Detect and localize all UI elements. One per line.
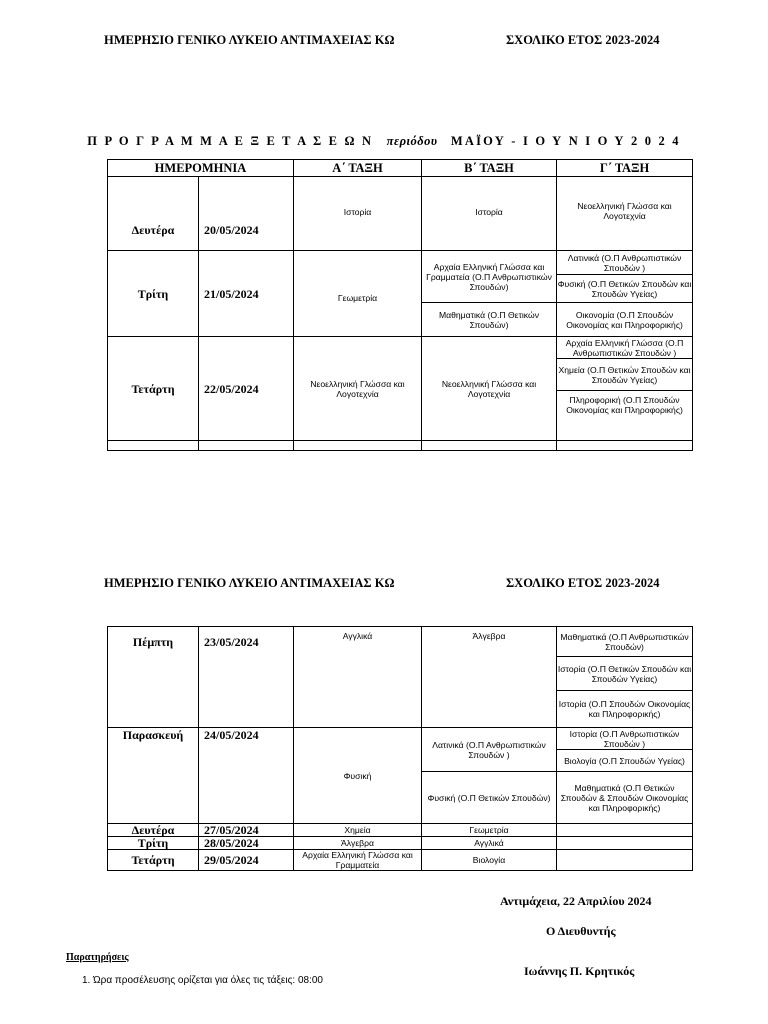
class-a-exam: Γεωμετρία bbox=[294, 251, 422, 337]
day-cell: Παρασκευή bbox=[108, 728, 199, 824]
class-g-exam: Αρχαία Ελληνική Γλώσσα (Ο.Π Ανθρωπιστικών Σπουδών ) bbox=[557, 337, 693, 359]
day-cell: Τετάρτη bbox=[108, 850, 199, 871]
class-g-exam: Λατινικά (Ο.Π Ανθρωπιστικών Σπουδών ) bbox=[557, 251, 693, 275]
empty-cell bbox=[108, 441, 199, 451]
class-b-exam: Μαθηματικά (Ο.Π Θετικών Σπουδών) bbox=[422, 303, 557, 337]
title-period: ΜΑΪΟΥ - Ι Ο Υ Ν Ι Ο Υ 2 0 2 4 bbox=[450, 134, 681, 148]
class-b-exam: Βιολογία bbox=[422, 850, 557, 871]
date-cell: 24/05/2024 bbox=[199, 728, 294, 824]
note-item: 1. Ώρα προσέλευσης ορίζεται για όλες τις τάξεις: 08:00 bbox=[82, 975, 323, 986]
exam-table-1 bbox=[107, 159, 693, 451]
day-cell: Τρίτη bbox=[108, 837, 199, 850]
class-g-exam: Μαθηματικά (Ο.Π Ανθρωπιστικών Σπουδών) bbox=[557, 627, 693, 657]
day-cell: Πέμπτη bbox=[108, 627, 199, 728]
col-header-date: ΗΜΕΡΟΜΗΝΙΑ bbox=[108, 160, 294, 177]
place-date: Αντιμάχεια, 22 Απριλίου 2024 bbox=[500, 894, 652, 908]
principal-name: Ιωάννης Π. Κρητικός bbox=[524, 964, 635, 978]
class-b-exam: Αγγλικά bbox=[422, 837, 557, 850]
table-row bbox=[108, 837, 693, 850]
date-cell: 27/05/2024 bbox=[199, 824, 294, 837]
empty-cell bbox=[294, 441, 422, 451]
class-g-exam: Πληροφορική (Ο.Π Σπουδών Οικονομίας και Πληροφορικής) bbox=[557, 391, 693, 441]
table-row bbox=[108, 627, 693, 657]
table-row bbox=[108, 177, 693, 251]
class-a-exam: Αγγλικά bbox=[294, 627, 422, 728]
schedule-title bbox=[0, 134, 768, 149]
empty-cell bbox=[422, 441, 557, 451]
exam-table-2 bbox=[107, 626, 693, 871]
school-name: ΗΜΕΡΗΣΙΟ ΓΕΝΙΚΟ ΛΥΚΕΙΟ ΑΝΤΙΜΑΧΕΙΑΣ ΚΩ bbox=[104, 33, 395, 47]
title-main: Π Ρ Ο Γ Ρ Α Μ Μ Α Ε Ξ Ε Τ Α Σ Ε Ω Ν bbox=[87, 134, 374, 148]
class-g-exam: Οικονομία (Ο.Π Σπουδών Οικονομίας και Πληροφορικής) bbox=[557, 303, 693, 337]
date-cell: 22/05/2024 bbox=[199, 337, 294, 441]
class-g-exam: Φυσική (Ο.Π Θετικών Σπουδών και Σπουδών Υγείας) bbox=[557, 275, 693, 303]
class-b-exam: Λατινικά (Ο.Π Ανθρωπιστικών Σπουδών ) bbox=[422, 728, 557, 772]
class-g-exam bbox=[557, 837, 693, 850]
class-a-exam: Ιστορία bbox=[294, 177, 422, 251]
table-row bbox=[108, 728, 693, 750]
class-b-exam: Νεοελληνική Γλώσσα και Λογοτεχνία bbox=[422, 337, 557, 441]
class-g-exam: Ιστορία (Ο.Π Θετικών Σπουδών και Σπουδών Υγείας) bbox=[557, 657, 693, 691]
class-b-exam: Άλγεβρα bbox=[422, 627, 557, 728]
empty-cell bbox=[557, 441, 693, 451]
class-g-exam: Μαθηματικά (Ο.Π Θετικών Σπουδών & Σπουδών Οικονομίας και Πληροφορικής) bbox=[557, 772, 693, 824]
table-header-row bbox=[108, 160, 693, 177]
class-g-exam: Βιολογία (Ο.Π Σπουδών Υγείας) bbox=[557, 750, 693, 772]
title-period-label: περιόδου bbox=[386, 134, 438, 148]
notes-title: Παρατηρήσεις bbox=[66, 952, 129, 963]
date-cell: 21/05/2024 bbox=[199, 251, 294, 337]
school-year: ΣΧΟΛΙΚΟ ΕΤΟΣ 2023-2024 bbox=[506, 576, 660, 590]
day-cell: Τρίτη bbox=[108, 251, 199, 337]
class-a-exam: Νεοελληνική Γλώσσα και Λογοτεχνία bbox=[294, 337, 422, 441]
school-name: ΗΜΕΡΗΣΙΟ ΓΕΝΙΚΟ ΛΥΚΕΙΟ ΑΝΤΙΜΑΧΕΙΑΣ ΚΩ bbox=[104, 576, 395, 590]
class-b-exam: Φυσική (Ο.Π Θετικών Σπουδών) bbox=[422, 772, 557, 824]
table-row bbox=[108, 337, 693, 359]
col-header-g: Γ΄ ΤΑΞΗ bbox=[557, 160, 693, 177]
empty-row bbox=[108, 441, 693, 451]
date-cell: 29/05/2024 bbox=[199, 850, 294, 871]
empty-cell bbox=[199, 441, 294, 451]
class-g-exam: Χημεία (Ο.Π Θετικών Σπουδών και Σπουδών Υγείας) bbox=[557, 359, 693, 391]
class-a-exam: Άλγεβρα bbox=[294, 837, 422, 850]
principal-role: Ο Διευθυντής bbox=[546, 924, 616, 938]
class-g-exam: Νεοελληνική Γλώσσα και Λογοτεχνία bbox=[557, 177, 693, 251]
class-b-exam: Αρχαία Ελληνική Γλώσσα και Γραμματεία (Ο.Π Ανθρωπιστικών Σπουδών) bbox=[422, 251, 557, 303]
class-a-exam: Φυσική bbox=[294, 728, 422, 824]
class-g-exam bbox=[557, 850, 693, 871]
class-g-exam: Ιστορία (Ο.Π Σπουδών Οικονομίας και Πληροφορικής) bbox=[557, 691, 693, 728]
class-a-exam: Αρχαία Ελληνική Γλώσσα και Γραμματεία bbox=[294, 850, 422, 871]
col-header-a: Α΄ ΤΑΞΗ bbox=[294, 160, 422, 177]
class-b-exam: Ιστορία bbox=[422, 177, 557, 251]
class-a-exam: Χημεία bbox=[294, 824, 422, 837]
school-year: ΣΧΟΛΙΚΟ ΕΤΟΣ 2023-2024 bbox=[506, 33, 660, 47]
date-cell: 28/05/2024 bbox=[199, 837, 294, 850]
class-g-exam: Ιστορία (Ο.Π Ανθρωπιστικών Σπουδών ) bbox=[557, 728, 693, 750]
day-cell: Δευτέρα bbox=[108, 177, 199, 251]
table-row bbox=[108, 824, 693, 837]
class-b-exam: Γεωμετρία bbox=[422, 824, 557, 837]
table-row bbox=[108, 850, 693, 871]
class-g-exam bbox=[557, 824, 693, 837]
date-cell: 20/05/2024 bbox=[199, 177, 294, 251]
day-cell: Δευτέρα bbox=[108, 824, 199, 837]
day-cell: Τετάρτη bbox=[108, 337, 199, 441]
date-cell: 23/05/2024 bbox=[199, 627, 294, 728]
table-row bbox=[108, 251, 693, 275]
col-header-b: Β΄ ΤΑΞΗ bbox=[422, 160, 557, 177]
